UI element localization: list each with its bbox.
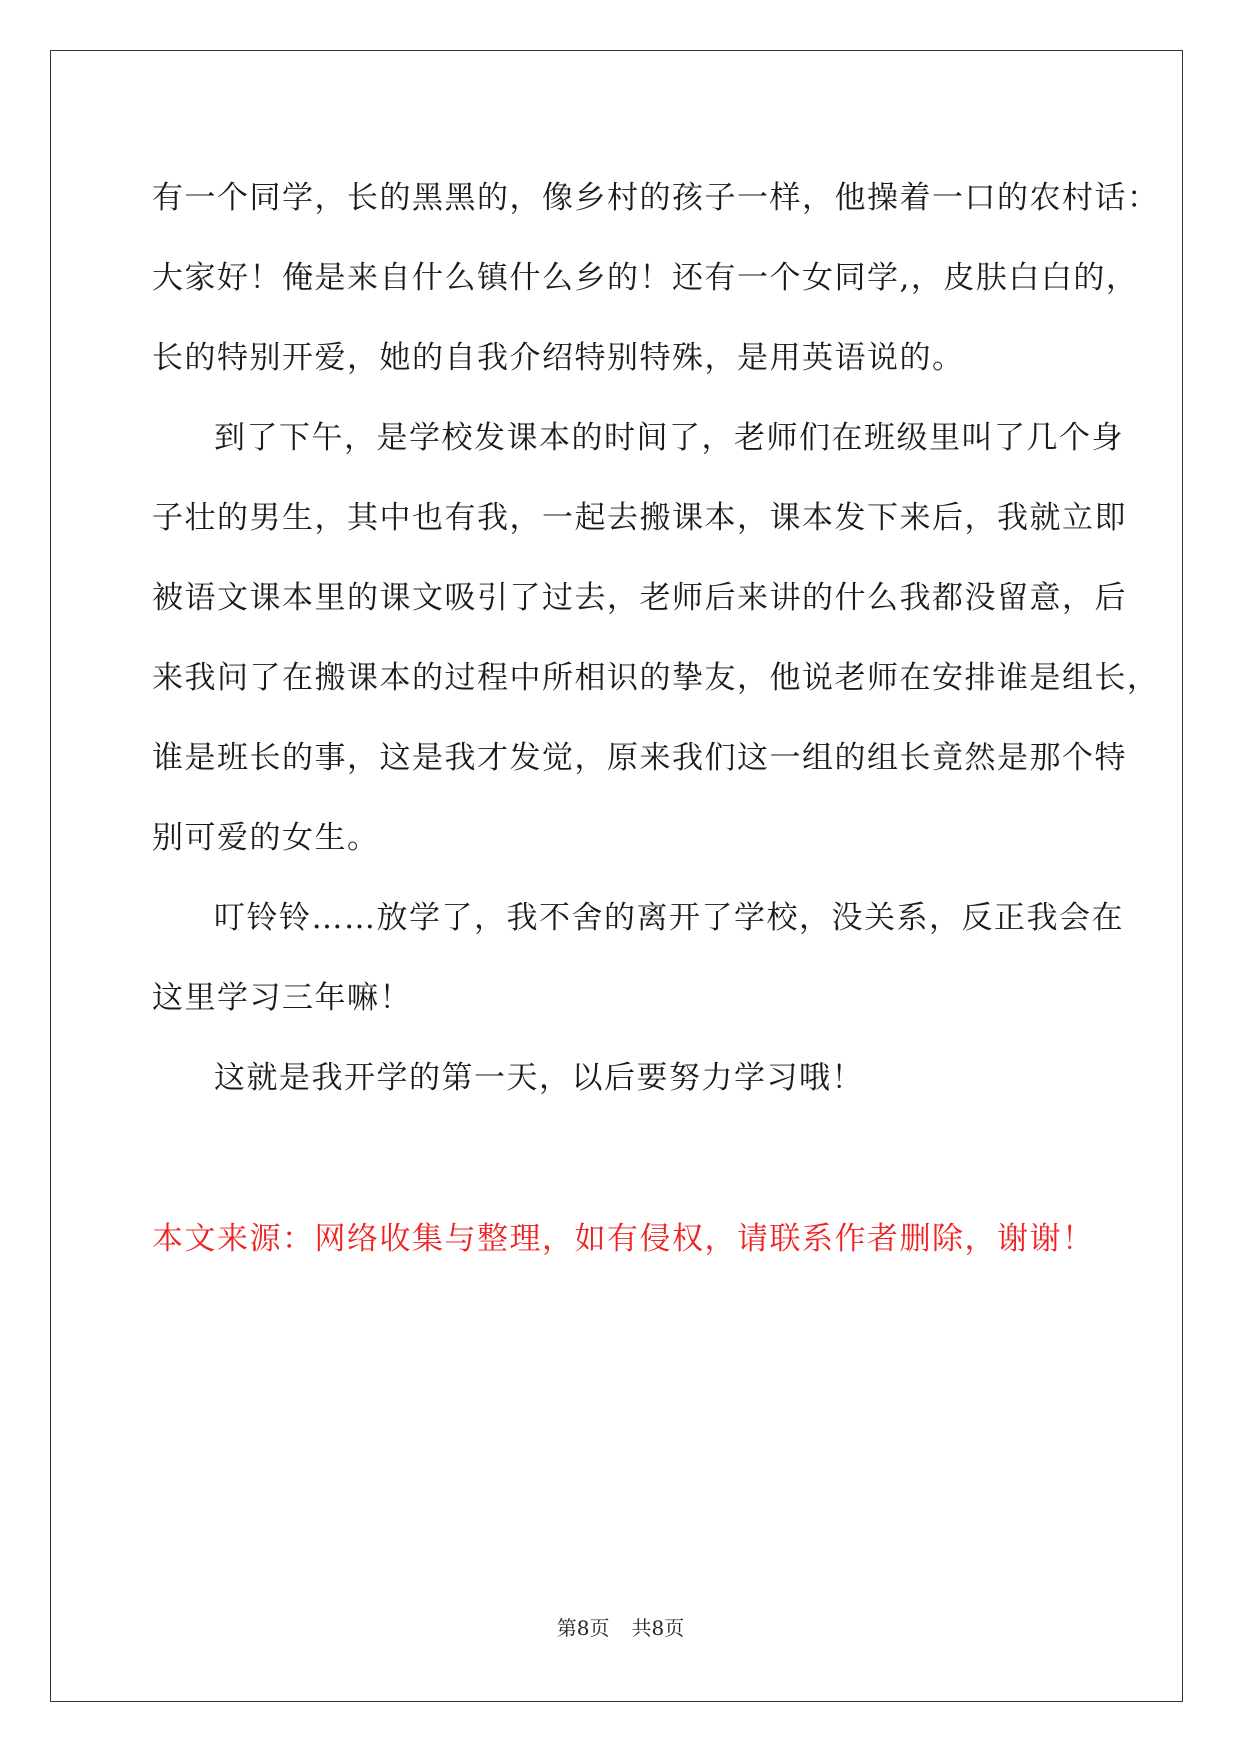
source-notice: 本文来源：网络收集与整理，如有侵权，请联系作者删除，谢谢！ <box>152 1221 1095 1257</box>
body-line: 大家好！俺是来自什么镇什么乡的！还有一个女同学,，皮肤白白的， <box>152 260 1139 296</box>
body-line: 被语文课本里的课文吸引了过去，老师后来讲的什么我都没留意，后 <box>152 580 1127 616</box>
body-line: 长的特别开爱，她的自我介绍特别特殊，是用英语说的。 <box>152 340 965 376</box>
body-line: 子壮的男生，其中也有我，一起去搬课本，课本发下来后，我就立即 <box>152 500 1127 536</box>
body-line: 谁是班长的事，这是我才发觉，原来我们这一组的组长竟然是那个特 <box>152 740 1127 776</box>
body-line: 这里学习三年嘛！ <box>152 980 412 1016</box>
total-pages-label: 共8页 <box>631 1616 685 1640</box>
body-line: 这就是我开学的第一天，以后要努力学习哦！ <box>214 1060 864 1096</box>
page-footer <box>0 1614 1241 1642</box>
document-body <box>152 158 1160 1118</box>
body-line: 到了下午，是学校发课本的时间了，老师们在班级里叫了几个身 <box>214 420 1124 456</box>
current-page-label: 第8页 <box>556 1616 610 1640</box>
body-line: 别可爱的女生。 <box>152 820 380 856</box>
body-line: 有一个同学，长的黑黑的，像乡村的孩子一样，他操着一口的农村话： <box>152 180 1160 216</box>
body-line: 叮铃铃……放学了，我不舍的离开了学校，没关系，反正我会在 <box>214 900 1124 936</box>
body-line: 来我问了在搬课本的过程中所相识的挚友，他说老师在安排谁是组长， <box>152 660 1160 696</box>
